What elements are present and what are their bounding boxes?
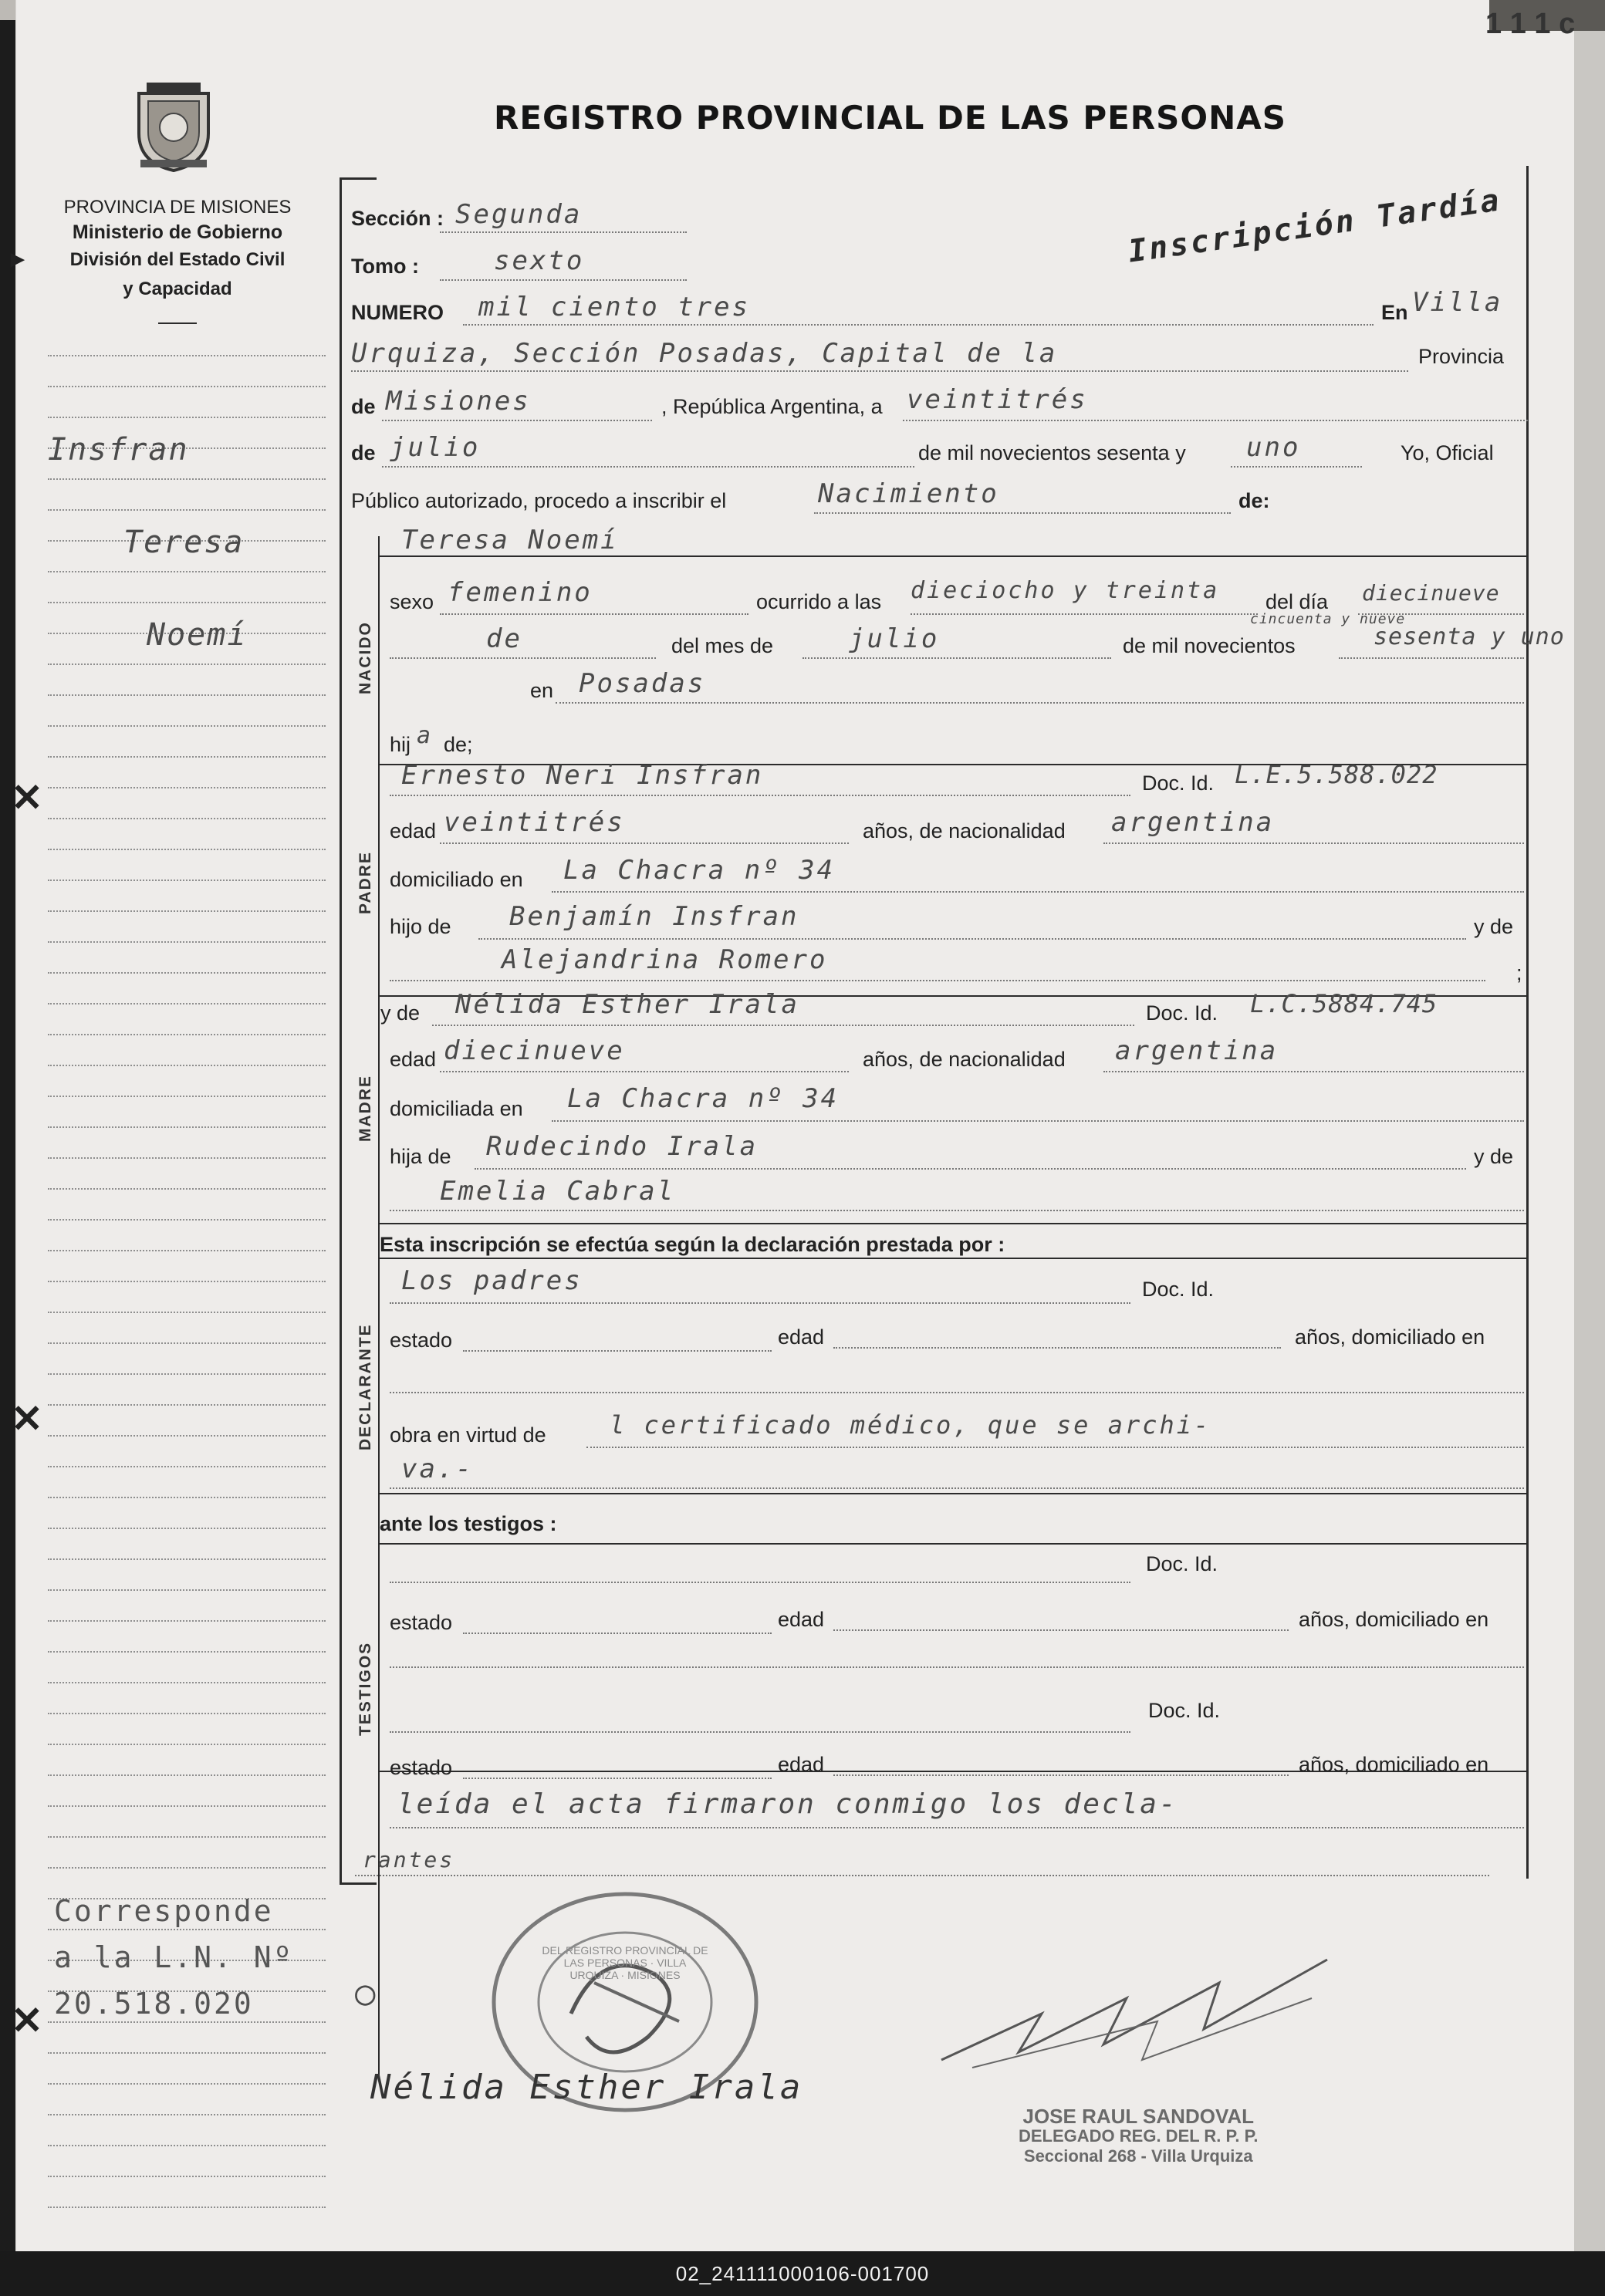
stub-ruled-line	[48, 2207, 326, 2208]
stub-ruled-line	[48, 787, 326, 788]
section-madre: MADRE	[356, 1075, 374, 1142]
del-mes-label: del mes de	[671, 634, 774, 657]
provincia-value: Misiones	[386, 386, 531, 417]
stub-ruled-line	[48, 2052, 326, 2054]
division-label-2: y Capacidad	[123, 279, 232, 299]
testigo2-estado-label: estado	[390, 1756, 453, 1779]
ocurrido-label: ocurrido a las	[756, 590, 882, 613]
sexo-value: femenino	[448, 577, 593, 608]
madre-nac-label: años, de nacionalidad	[863, 1048, 1066, 1071]
madre-bottom	[378, 1223, 1526, 1224]
padre-hijo-label: hijo de	[390, 915, 451, 938]
declarante-edad-label: edad	[778, 1325, 825, 1349]
madre-doc-value: L.C.5884.745	[1250, 989, 1438, 1018]
document-title: REGISTRO PROVINCIAL DE LAS PERSONAS	[494, 99, 1287, 137]
provincia-line	[382, 420, 652, 421]
mes-value: julio	[390, 432, 481, 463]
en-nac-label: en	[530, 679, 554, 702]
header-dash	[158, 322, 197, 324]
padre-nombre-line	[390, 795, 1130, 796]
stub-ruled-line	[48, 1373, 326, 1375]
en-label: En	[1381, 301, 1408, 324]
madre-nac-value: argentina	[1115, 1035, 1279, 1066]
dia-nac-value: diecinueve	[1362, 580, 1500, 606]
coat-of-arms-seal	[131, 79, 216, 174]
madre-hija-label: hija de	[390, 1145, 451, 1168]
obra-line	[586, 1447, 1524, 1448]
stub-ruled-line	[48, 1744, 326, 1745]
declarante-estado-label: estado	[390, 1329, 453, 1352]
stub-ruled-line	[48, 571, 326, 572]
right-border	[1526, 166, 1529, 1879]
mes-line	[382, 466, 914, 468]
madre-nombre-value: Nélida Esther Irala	[455, 989, 799, 1020]
padre-doc-label: Doc. Id.	[1142, 772, 1215, 795]
stub-ruled-line	[48, 756, 326, 758]
tomo-value: sexto	[494, 245, 585, 276]
provincia-label: Provincia	[1418, 345, 1505, 368]
stub-ruled-line	[48, 355, 326, 356]
stub-ruled-line	[48, 1528, 326, 1529]
numero-line	[463, 324, 1374, 326]
stub-ruled-line	[48, 941, 326, 943]
province-label: PROVINCIA DE MISIONES	[63, 197, 292, 218]
madre-dom-value: La Chacra nº 34	[567, 1083, 840, 1114]
padre-nac-label: años, de nacionalidad	[863, 819, 1066, 842]
obra-value: l certificado médico, que se archi-	[610, 1410, 1211, 1440]
signature-stamp	[1019, 2106, 1259, 2166]
padre-dom-line	[552, 891, 1524, 893]
madre-hija-value: Rudecindo Irala	[486, 1131, 759, 1162]
de-semi-label: de;	[444, 733, 473, 756]
testigo1-dom-line	[390, 1666, 1524, 1668]
declarante-estado-line	[463, 1350, 772, 1352]
padre-hijo-value: Benjamín Insfran	[509, 901, 799, 932]
stub-ruled-line	[48, 2145, 326, 2146]
lugar-line	[351, 370, 1408, 372]
numero-label: NUMERO	[351, 301, 444, 324]
declarante-edad-line	[833, 1347, 1281, 1349]
madre-nombre-line	[432, 1025, 1134, 1026]
stub-ruled-line	[48, 1867, 326, 1869]
yo-oficial-label: Yo, Oficial	[1401, 441, 1494, 464]
stub-ruled-line	[48, 1188, 326, 1190]
testigo1-edad-label: edad	[778, 1608, 825, 1631]
stub-ruled-line	[48, 849, 326, 850]
stub-ruled-line	[48, 1836, 326, 1838]
binding-stitch: ✕	[11, 1397, 43, 1440]
de-colon-label: de:	[1238, 489, 1270, 512]
anio-nac-line	[1339, 657, 1524, 659]
testigo2-line	[390, 1731, 1130, 1733]
page-mark: 1 1 1 c	[1485, 8, 1576, 40]
madre-doc-label: Doc. Id.	[1146, 1001, 1218, 1025]
madre-dom-label: domiciliada en	[390, 1097, 523, 1120]
obra-label: obra en virtud de	[390, 1423, 546, 1447]
stub-note-2: a la L.N. Nº	[54, 1940, 294, 1974]
acta-value: Nacimiento	[818, 478, 999, 509]
testigo2-estado-line	[463, 1778, 772, 1779]
ante-testigos-label: ante los testigos :	[380, 1512, 557, 1535]
nombre-value: Teresa Noemí	[401, 525, 619, 555]
lugar-value: Urquiza, Sección Posadas, Capital de la	[351, 338, 1058, 369]
mil-novecientos-label-2: de mil novecientos	[1123, 634, 1296, 657]
section-declarante: DECLARANTE	[356, 1323, 374, 1450]
section-padre: PADRE	[356, 851, 374, 914]
testigo2-doc-label: Doc. Id.	[1148, 1699, 1221, 1722]
stub-ruled-line	[48, 1312, 326, 1313]
madre-dom-line	[552, 1120, 1524, 1122]
sexo-line	[440, 613, 748, 615]
hij-label: hij	[390, 733, 411, 756]
testigo1-estado-label: estado	[390, 1611, 453, 1634]
stub-ruled-line	[48, 1219, 326, 1221]
madre-hija-line	[475, 1168, 1466, 1170]
padre-y-de-label: y de	[1474, 915, 1514, 938]
cierre-value: leída el acta firmaron conmigo los decla-	[397, 1788, 1178, 1820]
stub-ruled-line	[48, 2083, 326, 2085]
stub-ruled-line	[48, 1065, 326, 1066]
en-value: Villa	[1412, 287, 1503, 318]
signature-stamp-title: DELEGADO REG. DEL R. P. P.	[1019, 2126, 1259, 2146]
stub-ruled-line	[48, 694, 326, 696]
testigo1-edad-line	[833, 1629, 1289, 1631]
stub-ruled-line	[48, 1651, 326, 1653]
acta-line	[814, 512, 1231, 514]
stub-ruled-line	[48, 2021, 326, 2023]
obra-value-2: va.-	[401, 1454, 474, 1484]
stub-ruled-line	[48, 725, 326, 727]
stub-ruled-line	[48, 1096, 326, 1097]
declarante-doc-label: Doc. Id.	[1142, 1278, 1215, 1301]
stub-ruled-line	[48, 1589, 326, 1591]
stamp-text: DEL REGISTRO PROVINCIAL DE LAS PERSONAS · VILLA URQUIZA · MISIONES	[542, 1944, 708, 1981]
numero-value: mil ciento tres	[478, 292, 751, 322]
image-id-footer: 02_241111000106-001700	[0, 2251, 1605, 2296]
cierre-value-2: rantes	[363, 1847, 455, 1872]
padre-dom-value: La Chacra nº 34	[563, 855, 836, 886]
stub-ruled-line	[48, 818, 326, 819]
declarante-top	[378, 1258, 1526, 1259]
sexo-label: sexo	[390, 590, 434, 613]
stub-bottom-tick	[340, 1882, 377, 1885]
madre-edad-line	[440, 1071, 849, 1072]
tomo-line	[440, 279, 687, 281]
padre-y-de-value: Alejandrina Romero	[502, 944, 828, 975]
tomo-label: Tomo :	[351, 255, 419, 278]
stub-ruled-line	[48, 1620, 326, 1622]
stub-ruled-line	[48, 972, 326, 974]
stub-ruled-line	[48, 2176, 326, 2177]
late-registration-annotation: Inscripción Tardía	[1126, 182, 1504, 270]
mother-signature: Nélida Esther Irala	[370, 2068, 803, 2107]
seccion-label: Sección :	[351, 207, 444, 230]
stub-ruled-line	[48, 1342, 326, 1344]
anio-nac-superscript: cincuenta y nueve	[1250, 611, 1406, 627]
dia-nac-line-2	[390, 657, 656, 659]
mes-nac-line	[802, 657, 1111, 659]
esta-inscripcion-label: Esta inscripción se efectúa según la declaración prestada por :	[380, 1233, 1005, 1256]
testigo1-line	[390, 1582, 1130, 1583]
stub-ruled-line	[48, 1497, 326, 1498]
stub-ruled-line	[48, 386, 326, 387]
circle-mark: ○	[355, 1974, 378, 2013]
ministry-label: Ministerio de Gobierno	[72, 221, 283, 243]
stub-ruled-line	[48, 1034, 326, 1035]
right-page-edge	[1574, 31, 1605, 2251]
obra-line-2	[390, 1487, 1524, 1489]
padre-nombre-value: Ernesto Neri Insfran	[401, 760, 764, 791]
declarante-dom-label: años, domiciliado en	[1295, 1325, 1485, 1349]
stub-note-3: 20.518.020	[54, 1987, 254, 2021]
mes-nac-value: julio	[849, 623, 940, 654]
stub-ruled-line	[48, 1774, 326, 1776]
binding-stitch: ✕	[11, 776, 43, 819]
stub-ruled-line	[48, 1157, 326, 1159]
stub-ruled-line	[48, 1435, 326, 1437]
hij-value: a	[417, 722, 434, 749]
official-signature	[926, 1929, 1358, 2083]
madre-y-de-label: y de	[380, 1001, 421, 1025]
stub-ruled-line	[48, 602, 326, 603]
section-nacido: NACIDO	[356, 621, 374, 694]
stub-divider	[340, 177, 342, 1882]
padre-edad-line	[440, 842, 849, 844]
padre-doc-value: L.E.5.588.022	[1235, 760, 1438, 789]
stub-ruled-line	[48, 1466, 326, 1467]
stub-name-1: Teresa	[123, 525, 245, 560]
stub-ruled-line	[48, 880, 326, 881]
lugar-nac-value: Posadas	[579, 668, 706, 699]
anio-value: uno	[1246, 432, 1301, 463]
stub-ruled-line	[48, 1281, 326, 1282]
declarante-dom-line	[390, 1392, 1524, 1393]
stub-ruled-line	[48, 1250, 326, 1251]
stub-ruled-line	[48, 1558, 326, 1560]
madre-y-de-label-2: y de	[1474, 1145, 1514, 1168]
declarante-bottom	[378, 1493, 1526, 1494]
stub-surname: Insfran	[48, 432, 189, 468]
testigo1-estado-line	[463, 1633, 772, 1634]
binding-stitch: ✕	[11, 1999, 43, 2042]
testigo1-doc-label: Doc. Id.	[1146, 1552, 1218, 1575]
testigo1-dom-label: años, domiciliado en	[1299, 1608, 1489, 1631]
stub-ruled-line	[48, 663, 326, 665]
section-testigos: TESTIGOS	[356, 1641, 374, 1736]
padre-nac-value: argentina	[1111, 807, 1275, 838]
stub-ruled-line	[48, 1126, 326, 1128]
declarante-value: Los padres	[401, 1265, 583, 1296]
signature-stamp-office: Seccional 268 - Villa Urquiza	[1023, 2146, 1253, 2166]
cierre-line	[390, 1827, 1524, 1828]
padre-dom-label: domiciliado en	[390, 868, 523, 891]
padre-edad-value: veintitrés	[444, 807, 625, 838]
lugar-nac-line	[556, 702, 1524, 704]
stub-ruled-line	[48, 1929, 326, 1930]
cierre-line-2	[355, 1875, 1489, 1876]
stub-ruled-line	[48, 478, 326, 480]
seccion-line	[440, 231, 687, 233]
stub-ruled-line	[48, 1682, 326, 1683]
padre-edad-label: edad	[390, 819, 437, 842]
fecha-line	[903, 420, 1528, 421]
stub-note-1: Corresponde	[54, 1894, 274, 1928]
stub-ruled-line	[48, 910, 326, 912]
stub-ruled-line	[48, 1805, 326, 1807]
nacido-top	[378, 555, 1526, 557]
madre-edad-value: diecinueve	[444, 1035, 625, 1066]
publico-label: Público autorizado, procedo a inscribir el	[351, 489, 727, 512]
hora-line	[911, 613, 1258, 615]
padre-y-de-line	[390, 980, 1485, 981]
dia-nac-value-2: de	[486, 623, 522, 654]
dia-value: veintitrés	[907, 384, 1088, 415]
testigos-top	[378, 1543, 1526, 1545]
stub-ruled-line	[48, 417, 326, 418]
republica-label: , República Argentina, a	[661, 395, 883, 418]
del-dia-label: del día	[1265, 590, 1329, 613]
madre-nac-line	[1103, 1071, 1524, 1072]
padre-hijo-line	[478, 938, 1466, 940]
anio-line	[1231, 466, 1362, 468]
signature-stamp-name: JOSE RAUL SANDOVAL	[1022, 2105, 1255, 2128]
madre-y-de-line	[390, 1210, 1524, 1211]
hora-value: dieciocho y treinta	[911, 577, 1220, 604]
stub-ruled-line	[48, 509, 326, 511]
stub-ruled-line	[48, 1404, 326, 1406]
stub-ruled-line	[48, 2114, 326, 2115]
madre-edad-label: edad	[390, 1048, 437, 1071]
stub-ruled-line	[48, 1003, 326, 1004]
padre-nac-line	[1103, 842, 1524, 844]
seccion-value: Segunda	[455, 199, 583, 230]
de-label: de	[351, 395, 376, 418]
stub-name-2: Noemí	[147, 617, 248, 653]
padre-semicolon: ;	[1516, 961, 1522, 984]
binding-stitch: ▸	[11, 244, 25, 273]
testigo2-dom-label: años, domiciliado en	[1299, 1753, 1489, 1776]
division-label: División del Estado Civil	[69, 249, 286, 270]
testigo2-edad-line	[833, 1774, 1289, 1776]
mil-novecientos-label: de mil novecientos sesenta y	[918, 441, 1186, 464]
anio-nac-value: sesenta y uno	[1374, 623, 1565, 650]
testigo2-edad-label: edad	[778, 1753, 825, 1776]
de-label-2: de	[351, 441, 376, 464]
madre-y-de-value: Emelia Cabral	[440, 1176, 676, 1207]
declarante-line	[390, 1302, 1130, 1304]
stub-top-tick	[340, 177, 377, 180]
stub-ruled-line	[48, 1713, 326, 1714]
